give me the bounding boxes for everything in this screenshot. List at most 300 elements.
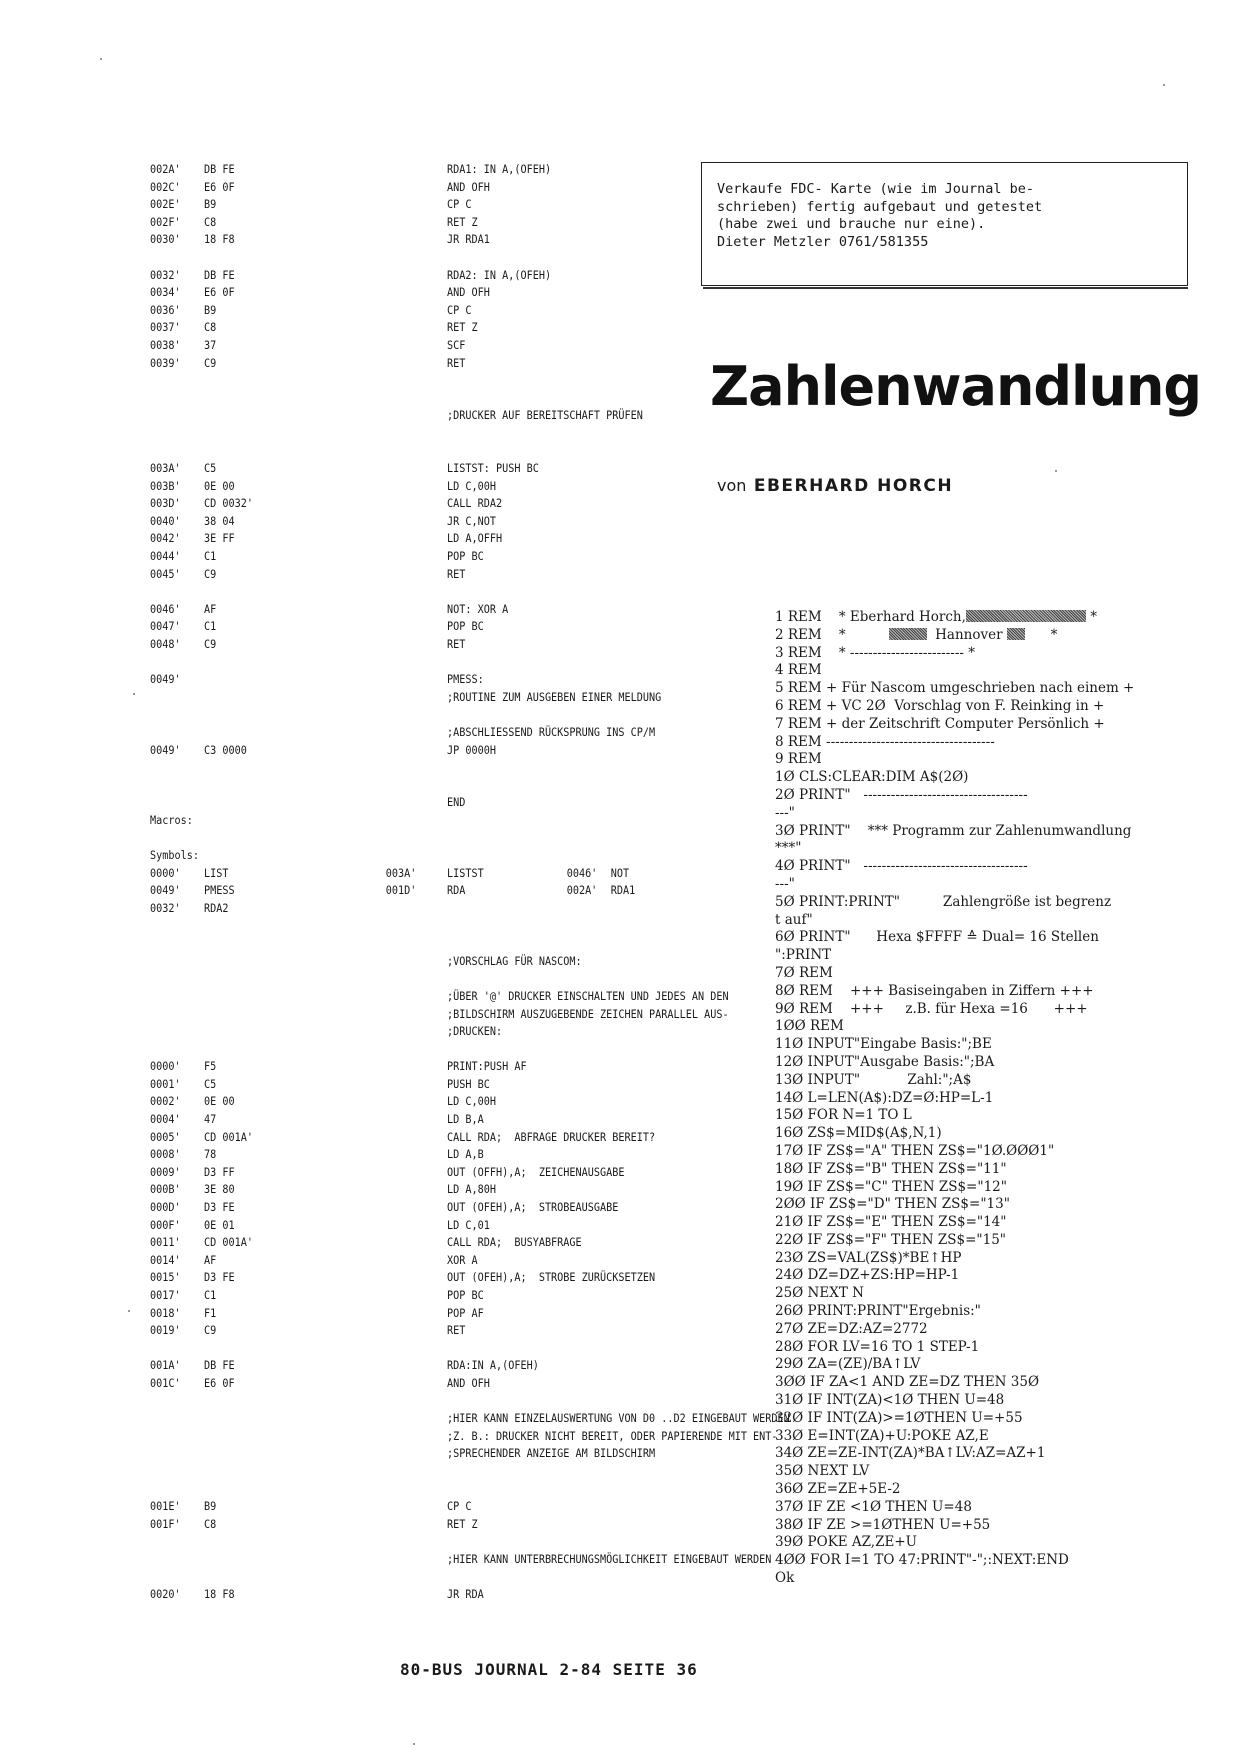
asm-line — [150, 196, 708, 214]
asm-line — [150, 478, 708, 496]
basic-line — [775, 1392, 1195, 1410]
asm-address: 002E' — [150, 198, 181, 212]
basic-line-text: 6Ø PRINT" Hexa $FFFF ≙ Dual= 16 Stellen — [775, 929, 1099, 946]
asm-source: ;ROUTINE ZUM AUSGEBEN EINER MELDUNG — [447, 690, 662, 704]
asm-address: 0046' — [150, 602, 181, 616]
basic-line — [775, 1018, 1195, 1036]
asm-line — [150, 900, 708, 918]
basic-line-text: Hannover — [926, 626, 1007, 643]
basic-line — [775, 1570, 1195, 1588]
asm-source: JR RDA1 — [447, 233, 490, 247]
basic-line — [775, 787, 1195, 805]
asm-opcode: 78 — [204, 1148, 217, 1162]
basic-line-text: 6 REM + VC 2Ø Vorschlag von F. Reinking in + — [775, 697, 1105, 714]
asm-address: 0036' — [150, 303, 181, 317]
asm-source: RET Z — [447, 1517, 478, 1531]
byline-prefix: von — [717, 476, 747, 495]
asm-source: ;HIER KANN UNTERBRECHUNGSMÖGLICHKEIT EINGEBAUT WERDEN — [447, 1552, 772, 1566]
basic-line — [775, 1036, 1195, 1054]
basic-line-text: 24Ø DZ=DZ+ZS:HP=HP-1 — [775, 1267, 960, 1284]
asm-source: ;ABSCHLIESSEND RÜCKSPRUNG INS CP/M — [447, 726, 656, 739]
asm-line — [150, 636, 708, 654]
asm-source: JR RDA — [447, 1588, 484, 1602]
asm-line — [150, 777, 708, 795]
asm-source: XOR A — [447, 1253, 478, 1267]
asm-opcode: C9 — [204, 638, 217, 652]
asm-source: RET — [447, 638, 466, 652]
asm-opcode: C1 — [204, 1289, 217, 1302]
asm-line — [150, 1357, 708, 1375]
asm-line — [150, 1463, 708, 1481]
asm-line — [150, 1199, 708, 1217]
basic-line-text: ---" — [775, 804, 795, 821]
symbol-address: 002A' — [566, 884, 598, 898]
asm-address: 0032' — [150, 268, 181, 282]
basic-line — [775, 1481, 1195, 1499]
asm-address: 0001' — [150, 1077, 181, 1091]
asm-line — [150, 548, 708, 566]
basic-line — [775, 965, 1195, 983]
ad-line: schrieben) fertig aufgebaut und getestet — [717, 198, 1043, 215]
asm-source: OUT (OFFH),A; ZEICHENAUSGABE — [447, 1165, 625, 1179]
asm-opcode: C1 — [204, 620, 217, 634]
scan-speck — [1163, 84, 1165, 86]
asm-source: PMESS: — [447, 673, 484, 687]
asm-opcode: F1 — [204, 1306, 217, 1320]
asm-line — [150, 988, 729, 1006]
asm-line — [150, 1305, 708, 1323]
asm-source: LD B,A — [447, 1113, 484, 1127]
basic-line — [775, 1410, 1195, 1428]
basic-listing — [775, 609, 1195, 1588]
basic-line-text: 8 REM ------------------------------------- — [775, 733, 995, 750]
asm-line — [150, 1533, 708, 1551]
basic-line-text: Ok — [775, 1570, 795, 1587]
basic-line-text: 12Ø INPUT"Ausgabe Basis:";BA — [775, 1053, 995, 1070]
asm-address: 001A' — [150, 1359, 181, 1373]
asm-line — [150, 1129, 708, 1147]
asm-opcode: C5 — [204, 462, 217, 476]
symbol-name: RDA1 — [610, 884, 636, 898]
basic-line — [775, 716, 1195, 734]
asm-source: RDA2: IN A,(OFEH) — [447, 268, 552, 282]
asm-line — [150, 830, 708, 848]
asm-address: 0008' — [150, 1148, 181, 1162]
basic-line — [775, 876, 1195, 894]
basic-line-text: ":PRINT — [775, 947, 832, 964]
basic-line-text: ***" — [775, 840, 802, 857]
basic-line — [775, 698, 1195, 716]
asm-line — [150, 1269, 708, 1287]
basic-line — [775, 609, 1195, 627]
asm-line — [150, 1481, 708, 1499]
basic-line — [775, 1250, 1195, 1268]
basic-line-text: 22Ø IF ZS$="F" THEN ZS$="15" — [775, 1231, 1006, 1248]
asm-line — [150, 161, 708, 179]
basic-line — [775, 947, 1195, 965]
asm-source: RDA:IN A,(OFEH) — [447, 1359, 539, 1373]
asm-opcode: D3 FE — [204, 1201, 235, 1215]
basic-line-text: 33Ø E=INT(ZA)+U:POKE AZ,E — [775, 1427, 989, 1444]
basic-line — [775, 1321, 1195, 1339]
asm-source: CALL RDA; BUSYABFRAGE — [447, 1236, 582, 1250]
basic-line-text: 37Ø IF ZE <1Ø THEN U=48 — [775, 1498, 972, 1515]
basic-line-text: 8Ø REM +++ Basiseingaben in Ziffern +++ — [775, 982, 1094, 999]
basic-line — [775, 1054, 1195, 1072]
asm-line — [150, 583, 708, 601]
asm-source: CP C — [447, 198, 472, 212]
asm-source: RET — [447, 1324, 466, 1338]
asm-line — [150, 970, 708, 988]
asm-line — [150, 407, 708, 425]
asm-source: RET — [447, 567, 466, 581]
basic-line-text: 9 REM — [775, 751, 822, 768]
asm-opcode: B9 — [204, 303, 217, 317]
basic-line-text: ---" — [775, 875, 795, 892]
asm-address: 0014' — [150, 1253, 181, 1267]
asm-address: 0019' — [150, 1324, 181, 1338]
asm-address: 002F' — [150, 215, 181, 229]
basic-line-text: 15Ø FOR N=1 TO L — [775, 1107, 912, 1124]
asm-address: 003A' — [150, 462, 181, 476]
asm-line — [150, 1322, 708, 1340]
asm-line — [150, 1093, 708, 1111]
asm-source: POP AF — [447, 1306, 484, 1320]
asm-line — [150, 249, 708, 267]
asm-line — [150, 1006, 729, 1024]
asm-source: END — [447, 796, 466, 810]
asm-line — [150, 1445, 708, 1463]
asm-address: 0044' — [150, 550, 181, 564]
asm-opcode: 38 04 — [204, 514, 235, 528]
asm-line — [150, 812, 708, 830]
basic-line — [775, 983, 1195, 1001]
asm-address: 003B' — [150, 479, 181, 493]
asm-source: ;DRUCKEN: — [447, 1025, 503, 1039]
page-footer: 80-BUS JOURNAL 2-84 SEITE 36 — [400, 1660, 698, 1679]
basic-line — [775, 823, 1195, 841]
asm-source: LD C,00H — [447, 479, 496, 493]
asm-line — [150, 284, 708, 302]
scan-speck — [1055, 470, 1057, 472]
asm-source: LD C,01 — [447, 1218, 490, 1232]
symbol-name: LIST — [204, 866, 229, 880]
asm-opcode: E6 0F — [204, 286, 235, 300]
asm-line — [150, 935, 708, 953]
asm-line — [150, 1410, 790, 1428]
basic-line — [775, 1072, 1195, 1090]
asm-opcode: 37 — [204, 338, 217, 352]
asm-line — [150, 1023, 708, 1041]
asm-line — [150, 601, 708, 619]
asm-source: AND OFH — [447, 180, 490, 194]
basic-line-text: 14Ø L=LEN(A$):DZ=Ø:HP=L-1 — [775, 1089, 994, 1106]
basic-line-text: 2Ø PRINT" ------------------------------------ — [775, 786, 1028, 803]
asm-line — [150, 1181, 708, 1199]
asm-address: 0042' — [150, 532, 181, 546]
asm-line — [150, 759, 708, 777]
basic-line-text: 19Ø IF ZS$="C" THEN ZS$="12" — [775, 1178, 1007, 1195]
asm-address: 0030' — [150, 233, 181, 247]
asm-source: JR C,NOT — [447, 514, 496, 528]
article-byline — [717, 476, 953, 496]
asm-line — [150, 1393, 708, 1411]
asm-line — [150, 1551, 772, 1569]
basic-line-text: 25Ø NEXT N — [775, 1285, 864, 1302]
basic-line-text: 5 REM + Für Nascom umgeschrieben nach einem + — [775, 680, 1135, 697]
asm-opcode: DB FE — [204, 1359, 235, 1373]
asm-opcode: C1 — [204, 550, 217, 564]
asm-line — [150, 1498, 708, 1516]
asm-source: AND OFH — [447, 1376, 490, 1390]
asm-opcode: C9 — [204, 1324, 217, 1338]
asm-source: CALL RDA; ABFRAGE DRUCKER BEREIT? — [447, 1130, 656, 1144]
asm-source: LD A,B — [447, 1148, 484, 1162]
asm-opcode: DB FE — [204, 163, 235, 176]
asm-opcode: AF — [204, 602, 217, 616]
basic-line-text: 9Ø REM +++ z.B. für Hexa =16 +++ — [775, 1000, 1088, 1017]
asm-address: 001C' — [150, 1376, 181, 1390]
scan-speck — [100, 58, 102, 60]
basic-line — [775, 840, 1195, 858]
basic-line — [775, 1463, 1195, 1481]
asm-source: PRINT:PUSH AF — [447, 1060, 527, 1074]
basic-line — [775, 1285, 1195, 1303]
basic-line — [775, 894, 1195, 912]
asm-line — [150, 337, 708, 355]
asm-opcode: C8 — [204, 1517, 217, 1531]
asm-address: 000F' — [150, 1218, 181, 1232]
asm-source: ;SPRECHENDER ANZEIGE AM BILDSCHIRM — [447, 1447, 656, 1461]
basic-line-text: * — [1024, 626, 1058, 643]
asm-address: 0005' — [150, 1130, 181, 1144]
asm-address: 0034' — [150, 286, 181, 300]
basic-line — [775, 751, 1195, 769]
asm-opcode: 18 F8 — [204, 1588, 235, 1602]
asm-address: 0038' — [150, 338, 181, 352]
asm-address: Symbols: — [150, 849, 199, 863]
asm-source: OUT (OFEH),A; STROBEAUSGABE — [447, 1201, 619, 1215]
asm-opcode: 0E 00 — [204, 479, 235, 493]
asm-source: LD C,00H — [447, 1095, 496, 1109]
asm-opcode: DB FE — [204, 268, 235, 282]
article-title: Zahlenwandlung — [710, 355, 1202, 418]
basic-line-text: 31Ø IF INT(ZA)<1Ø THEN U=48 — [775, 1392, 1005, 1409]
basic-line-text: 4ØØ FOR I=1 TO 47:PRINT"-";:NEXT:END — [775, 1552, 1069, 1569]
basic-line-text: 11Ø INPUT"Eingabe Basis:";BE — [775, 1036, 992, 1053]
author-name: EBERHARD HORCH — [753, 476, 954, 496]
asm-line — [150, 1428, 778, 1446]
asm-line — [150, 654, 708, 672]
asm-address: 0004' — [150, 1113, 181, 1127]
scan-speck — [133, 693, 135, 695]
asm-source: RET Z — [447, 321, 478, 335]
symbol-name: RDA2 — [204, 901, 229, 915]
basic-line — [775, 1090, 1195, 1108]
basic-line — [775, 1267, 1195, 1285]
basic-line — [775, 1499, 1195, 1517]
asm-address: 0047' — [150, 620, 181, 634]
basic-line-text: 3 REM * ------------------------- * — [775, 644, 976, 661]
asm-line — [150, 513, 708, 531]
symbol-name: LISTST — [447, 866, 484, 880]
asm-opcode: D3 FF — [204, 1165, 235, 1179]
scan-speck — [413, 1743, 415, 1745]
basic-line-text: 29Ø ZA=(ZE)/BA↑LV — [775, 1356, 921, 1373]
asm-line — [150, 689, 708, 707]
symbol-name: RDA — [447, 884, 466, 898]
asm-line — [150, 1076, 708, 1094]
asm-line — [150, 530, 708, 548]
basic-line — [775, 1428, 1195, 1446]
asm-opcode: CD 001A' — [204, 1236, 253, 1250]
asm-line — [150, 214, 708, 232]
basic-line-text: 2ØØ IF ZS$="D" THEN ZS$="13" — [775, 1196, 1010, 1213]
asm-address: 0048' — [150, 638, 181, 652]
basic-line — [775, 680, 1195, 698]
asm-source: ;Z. B.: DRUCKER NICHT BEREIT, ODER PAPIERENDE MIT ENT- — [447, 1429, 778, 1443]
asm-address: 0049' — [150, 673, 181, 687]
basic-line — [775, 805, 1195, 823]
basic-line-text: 21Ø IF ZS$="E" THEN ZS$="14" — [775, 1214, 1007, 1231]
basic-line-text: 23Ø ZS=VAL(ZS$)*BE↑HP — [775, 1249, 962, 1266]
asm-address: 0049' — [150, 743, 181, 757]
asm-source: ;ÜBER '@' DRUCKER EINSCHALTEN UND JEDES AN DEN — [447, 989, 729, 1003]
basic-line-text: 27Ø ZE=DZ:AZ=2772 — [775, 1320, 928, 1337]
asm-opcode: E6 0F — [204, 1376, 235, 1390]
asm-line — [150, 1217, 708, 1235]
asm-line — [150, 1041, 708, 1059]
basic-line-text: 5Ø PRINT:PRINT" Zahlengröße ist begrenz — [775, 893, 1112, 910]
asm-line — [150, 724, 708, 742]
asm-line — [150, 1058, 708, 1076]
asm-source: ;HIER KANN EINZELAUSWERTUNG VON D0 ..D2 EINGEBAUT WERDEN — [447, 1412, 790, 1426]
asm-line — [150, 794, 708, 812]
basic-line — [775, 1552, 1195, 1570]
basic-line — [775, 645, 1195, 663]
asm-line — [150, 566, 708, 584]
asm-line — [150, 1252, 708, 1270]
asm-opcode: C3 0000 — [204, 743, 247, 757]
basic-line-text: 38Ø IF ZE >=1ØTHEN U=+55 — [775, 1516, 991, 1533]
basic-line-text: 1Ø CLS:CLEAR:DIM A$(2Ø) — [775, 769, 969, 786]
basic-line — [775, 662, 1195, 680]
basic-line — [775, 1001, 1195, 1019]
asm-opcode: B9 — [204, 198, 217, 212]
asm-address: 002C' — [150, 180, 181, 194]
basic-line — [775, 858, 1195, 876]
asm-line — [150, 372, 708, 390]
asm-source: CP C — [447, 1500, 472, 1514]
asm-address: 001F' — [150, 1517, 181, 1531]
asm-line — [150, 1111, 708, 1129]
asm-source: CALL RDA2 — [447, 497, 503, 511]
asm-address: 003D' — [150, 497, 181, 511]
asm-address: 0009' — [150, 1165, 181, 1179]
asm-address: 0011' — [150, 1236, 181, 1250]
asm-line — [150, 1340, 708, 1358]
basic-line — [775, 734, 1195, 752]
ad-box-shadow — [703, 287, 1188, 289]
symbol-address: 001D' — [385, 884, 417, 898]
basic-line — [775, 1125, 1195, 1143]
basic-line-text: 32Ø IF INT(ZA)>=1ØTHEN U=+55 — [775, 1409, 1023, 1426]
asm-source: PUSH BC — [447, 1077, 490, 1091]
basic-line — [775, 1303, 1195, 1321]
basic-line — [775, 1339, 1195, 1357]
asm-line — [150, 918, 708, 936]
basic-line-text: * — [1085, 609, 1097, 625]
symbol-name: PMESS — [204, 884, 235, 898]
asm-opcode: 3E FF — [204, 532, 235, 546]
asm-line — [150, 390, 708, 408]
basic-line-text: 16Ø ZS$=MID$(A$,N,1) — [775, 1125, 942, 1142]
basic-line-text: 17Ø IF ZS$="A" THEN ZS$="1Ø.ØØØ1" — [775, 1142, 1055, 1159]
asm-address: Macros: — [150, 813, 193, 827]
asm-line — [150, 1586, 708, 1604]
asm-opcode: B9 — [204, 1500, 217, 1514]
basic-line-text: 7Ø REM — [775, 964, 833, 981]
asm-line — [150, 179, 708, 197]
asm-source: RET Z — [447, 215, 478, 229]
symbol-address: 0046' — [566, 866, 598, 880]
scan-speck — [128, 1310, 130, 1312]
classified-ad-box — [701, 162, 1188, 286]
asm-line — [150, 1516, 708, 1534]
asm-address: 0045' — [150, 567, 181, 581]
asm-line — [150, 742, 708, 760]
asm-line — [150, 1569, 708, 1587]
asm-address: 002A' — [150, 163, 181, 176]
basic-line — [775, 1534, 1195, 1552]
asm-line — [150, 355, 708, 373]
asm-address: 0000' — [150, 1060, 181, 1074]
asm-opcode: CD 001A' — [204, 1130, 253, 1144]
symbol-address: 0049' — [150, 884, 181, 898]
asm-source: LD A,OFFH — [447, 532, 503, 546]
asm-source: ;DRUCKER AUF BEREITSCHAFT PRÜFEN — [447, 409, 643, 423]
asm-address: 0040' — [150, 514, 181, 528]
basic-line-text: 36Ø ZE=ZE+5E-2 — [775, 1481, 901, 1498]
asm-address: 0002' — [150, 1095, 181, 1109]
asm-source: ;BILDSCHIRM AUSZUGEBENDE ZEICHEN PARALLEL AUS- — [447, 1007, 729, 1021]
asm-address: 0017' — [150, 1289, 181, 1302]
asm-address: 0018' — [150, 1306, 181, 1320]
asm-address: 0039' — [150, 356, 181, 370]
asm-line — [150, 953, 708, 971]
basic-line — [775, 912, 1195, 930]
basic-line-text: 7 REM + der Zeitschrift Computer Persönlich + — [775, 715, 1105, 732]
asm-line — [150, 425, 708, 443]
symbol-name: NOT — [610, 866, 630, 880]
asm-opcode: E6 0F — [204, 180, 235, 194]
asm-opcode: C8 — [204, 321, 217, 335]
asm-source: POP BC — [447, 620, 484, 634]
asm-line — [150, 1287, 708, 1305]
asm-opcode: C5 — [204, 1077, 217, 1091]
asm-source: ;VORSCHLAG FÜR NASCOM: — [447, 954, 582, 968]
basic-line — [775, 1445, 1195, 1463]
basic-line — [775, 627, 1195, 645]
basic-line-text: 26Ø PRINT:PRINT"Ergebnis:" — [775, 1303, 981, 1320]
asm-line — [150, 1146, 708, 1164]
asm-opcode: C8 — [204, 215, 217, 229]
asm-source: LD A,80H — [447, 1183, 496, 1197]
asm-address: 0015' — [150, 1271, 181, 1285]
asm-line — [150, 319, 708, 337]
basic-line — [775, 1143, 1195, 1161]
symbol-address: 0032' — [150, 901, 181, 915]
